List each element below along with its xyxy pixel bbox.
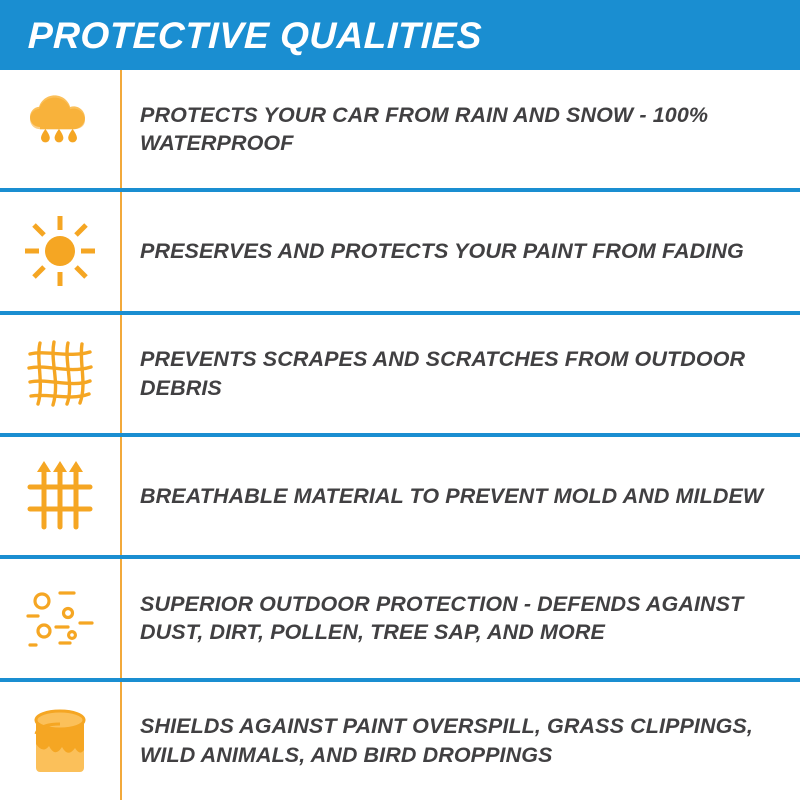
list-item — [0, 437, 800, 559]
list-item-label: PRESERVES AND PROTECTS YOUR PAINT FROM FADING — [140, 239, 744, 264]
text-cell — [122, 345, 800, 402]
left-gutter — [0, 70, 22, 188]
left-gutter — [0, 437, 22, 555]
scratch-mesh-icon — [24, 338, 96, 410]
list-item-label: SHIELDS AGAINST PAINT OVERSPILL, GRASS CLIPPINGS, WILD ANIMALS, AND BIRD DROPPINGS — [140, 714, 753, 767]
header-bar — [0, 0, 800, 70]
sun-icon — [22, 213, 98, 289]
left-gutter — [0, 682, 22, 800]
dust-particles-icon — [22, 583, 98, 653]
left-gutter — [0, 559, 22, 677]
text-cell — [122, 712, 800, 769]
paint-can-icon — [24, 704, 96, 778]
left-gutter — [0, 192, 22, 310]
left-gutter — [0, 315, 22, 433]
list-item — [0, 192, 800, 314]
page-title: PROTECTIVE QUALITIES — [27, 14, 483, 56]
text-cell — [122, 101, 800, 158]
list-item-label: SUPERIOR OUTDOOR PROTECTION - DEFENDS AGAINST DUST, DIRT, POLLEN, TREE SAP, AND MORE — [140, 592, 744, 645]
list-item — [0, 682, 800, 800]
breathable-airflow-icon — [24, 459, 96, 533]
list-item-label: PROTECTS YOUR CAR FROM RAIN AND SNOW - 100% WATERPROOF — [140, 102, 709, 156]
list-item — [0, 315, 800, 437]
text-cell — [122, 590, 800, 647]
list-item-label: BREATHABLE MATERIAL TO PREVENT MOLD AND MILDEW — [140, 483, 764, 508]
text-cell — [122, 237, 800, 265]
list-item — [0, 70, 800, 192]
text-cell — [122, 482, 800, 510]
feature-list — [0, 70, 800, 800]
list-item-label: PREVENTS SCRAPES AND SCRATCHES FROM OUTDOOR DEBRIS — [140, 347, 746, 400]
rain-cloud-icon — [23, 93, 97, 165]
list-item — [0, 559, 800, 681]
